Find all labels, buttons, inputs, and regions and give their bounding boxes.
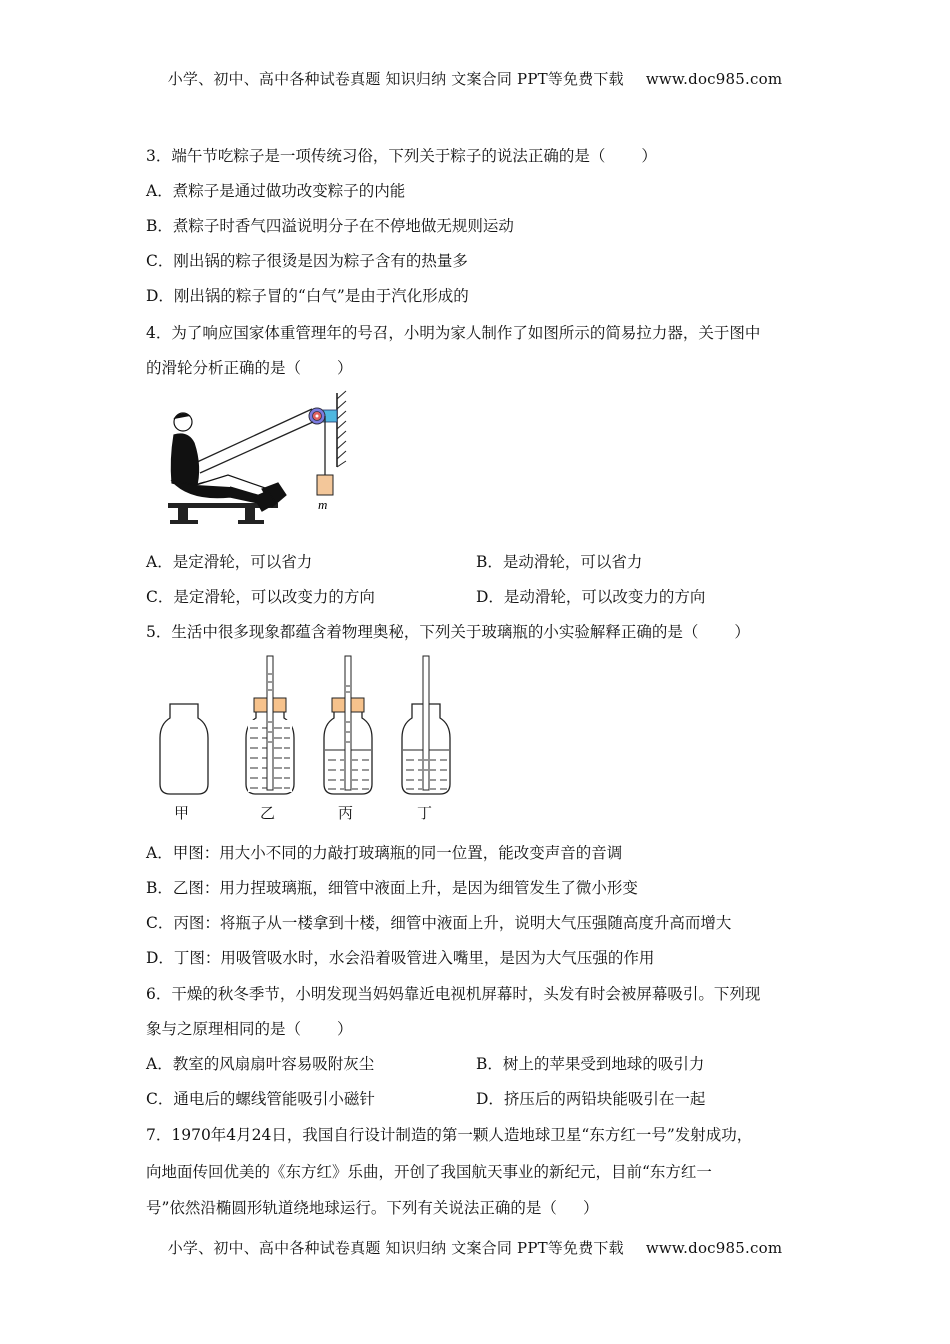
q5-stem: 5．生活中很多现象都蕴含着物理奥秘，下列关于玻璃瓶的小实验解释正确的是（ ）	[146, 623, 750, 641]
q7-stem-line2: 向地面传回优美的《东方红》乐曲，开创了我国航天事业的新纪元，目前“东方红一	[146, 1163, 712, 1181]
q3-option-a: A．煮粽子是通过做功改变粽子的内能	[146, 182, 406, 200]
mass-block	[317, 475, 333, 495]
q4-option-b: B．是动滑轮，可以省力	[476, 553, 643, 571]
footer-site[interactable]: www.doc985.com	[645, 1239, 783, 1257]
q4-option-d: D．是动滑轮，可以改变力的方向	[476, 588, 706, 606]
glass-bottle-figures	[150, 652, 460, 826]
q6-option-b: B．树上的苹果受到地球的吸引力	[476, 1055, 705, 1073]
footer-text: 小学、初中、高中各种试卷真题 知识归纳 文案合同 PPT等免费下载	[167, 1239, 624, 1257]
q6-option-a: A．教室的风扇扇叶容易吸附灰尘	[146, 1055, 375, 1073]
header-site[interactable]: www.doc985.com	[645, 70, 783, 88]
q3-option-b: B．煮粽子时香气四溢说明分子在不停地做无规则运动	[146, 217, 514, 235]
page-header	[0, 68, 950, 89]
q6-stem-line2: 象与之原理相同的是（ ）	[146, 1020, 353, 1038]
mass-label: m	[318, 497, 328, 512]
q4-option-c: C．是定滑轮，可以改变力的方向	[146, 588, 375, 606]
fig-label-bing: 丙	[338, 804, 354, 822]
person-rowing	[171, 413, 286, 511]
q4-stem-line1: 4．为了响应国家体重管理年的号召，小明为家人制作了如图所示的简易拉力器，关于图中	[146, 324, 761, 342]
fig-label-ding: 丁	[417, 804, 433, 822]
pulley-exerciser-figure	[150, 385, 360, 530]
bottle-bing	[324, 656, 372, 794]
bottle-ding	[402, 656, 450, 794]
fig-label-yi: 乙	[260, 804, 276, 822]
bottle-yi	[246, 656, 294, 794]
page-footer	[0, 1237, 950, 1258]
q3-stem: 3．端午节吃粽子是一项传统习俗，下列关于粽子的说法正确的是（ ）	[146, 147, 657, 165]
q6-stem-line1: 6．干燥的秋冬季节，小明发现当妈妈靠近电视机屏幕时，头发有时会被屏幕吸引。下列现	[146, 985, 761, 1003]
q5-option-d: D．丁图：用吸管吸水时，水会沿着吸管进入嘴里，是因为大气压强的作用	[146, 949, 655, 967]
bottle-jia	[160, 704, 208, 794]
q5-option-b: B．乙图：用力捏玻璃瓶，细管中液面上升，是因为细管发生了微小形变	[146, 879, 638, 897]
q4-stem-line2: 的滑轮分析正确的是（ ）	[146, 359, 353, 377]
q3-option-c: C．刚出锅的粽子很烫是因为粽子含有的热量多	[146, 252, 468, 270]
q6-option-c: C．通电后的螺线管能吸引小磁针	[146, 1090, 375, 1108]
q5-option-c: C．丙图：将瓶子从一楼拿到十楼，细管中液面上升，说明大气压强随高度升高而增大	[146, 914, 732, 932]
q4-option-a: A．是定滑轮，可以省力	[146, 553, 313, 571]
pulley-icon	[309, 408, 325, 424]
q3-option-d: D．刚出锅的粽子冒的“白气”是由于汽化形成的	[146, 287, 469, 305]
q6-option-d: D．挤压后的两铅块能吸引在一起	[476, 1090, 706, 1108]
q5-option-a: A．甲图：用大小不同的力敲打玻璃瓶的同一位置，能改变声音的音调	[146, 844, 623, 862]
q7-stem-line3: 号”依然沿椭圆形轨道绕地球运行。下列有关说法正确的是（ ）	[146, 1199, 599, 1217]
header-text: 小学、初中、高中各种试卷真题 知识归纳 文案合同 PPT等免费下载	[167, 70, 624, 88]
fig-label-jia: 甲	[174, 804, 190, 822]
q7-stem-line1: 7．1970年4月24日，我国自行设计制造的第一颗人造地球卫星“东方红一号”发射成功，	[146, 1126, 753, 1144]
